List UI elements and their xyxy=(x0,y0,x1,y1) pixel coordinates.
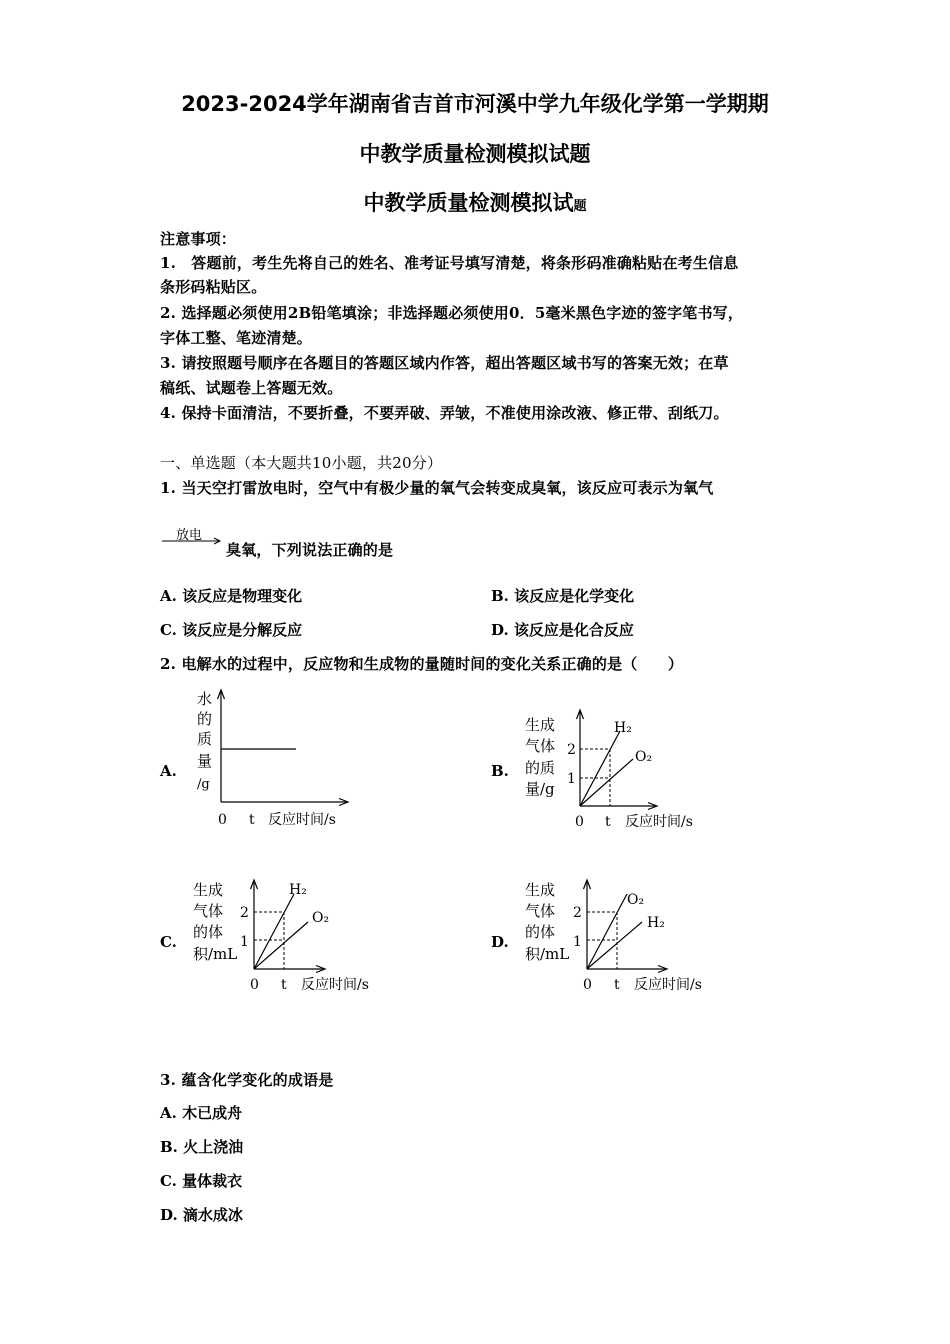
q2-option-a[interactable]: A. xyxy=(160,762,177,780)
graph-b-line-top xyxy=(580,731,620,806)
title-line-1: 2023-2024学年湖南省吉首市河溪中学九年级化学第一学期期 xyxy=(181,92,769,116)
graph-c-label-top: H₂ xyxy=(289,882,307,898)
q1-arrow-label: 放电 xyxy=(176,528,203,543)
q1-option-d[interactable]: D. 该反应是化合反应 xyxy=(491,621,634,639)
graph-d-line-bottom xyxy=(587,922,642,969)
graph-c-label-bottom: O₂ xyxy=(312,910,330,926)
graph-d-ylabel-3: 的体 xyxy=(525,923,556,941)
notice-item-1-line-2: 条形码粘贴区。 xyxy=(160,278,267,296)
notice-heading: 注意事项： xyxy=(160,230,237,248)
graph-b-ylabel-4: 量/g xyxy=(525,780,555,798)
notice-item-3-line-2: 稿纸、试题卷上答题无效。 xyxy=(160,379,343,397)
graph-b-origin: 0 xyxy=(575,814,584,830)
q2-graph-b xyxy=(520,706,720,834)
graph-b-ylabel-1: 生成 xyxy=(525,716,556,734)
section-heading: 一、单选题（本大题共10小题，共20分） xyxy=(160,454,443,472)
graph-a-xlabel: 反应时间/s xyxy=(268,812,336,828)
graph-c-ylabel-2: 气体 xyxy=(193,902,224,920)
graph-a-t: t xyxy=(249,812,255,828)
graph-c-tick-1: 1 xyxy=(240,934,249,950)
q2-stem: 2. 电解水的过程中，反应物和生成物的量随时间的变化关系正确的是（ ） xyxy=(160,655,684,673)
graph-c-tick-2: 2 xyxy=(240,905,249,921)
graph-b-label-bottom: O₂ xyxy=(635,749,653,765)
graph-d-ylabel-1: 生成 xyxy=(525,881,556,899)
graph-b-xlabel: 反应时间/s xyxy=(625,814,693,830)
q2-option-b[interactable]: B. xyxy=(491,762,509,780)
graph-b-tick-2: 2 xyxy=(567,742,576,758)
graph-d-tick-1: 1 xyxy=(573,934,582,950)
notice-item-3-line-1: 3. 请按照题号顺序在各题目的答题区域内作答，超出答题区域书写的答案无效；在草 xyxy=(160,354,729,372)
notice-item-2-line-2: 字体工整、笔迹清楚。 xyxy=(160,329,313,347)
q1-option-c[interactable]: C. 该反应是分解反应 xyxy=(160,621,303,639)
q3-option-a[interactable]: A. 木已成舟 xyxy=(160,1104,243,1122)
q3-option-d[interactable]: D. 滴水成冰 xyxy=(160,1206,243,1224)
graph-a-ylabel-1: 水 xyxy=(197,690,213,708)
notice-item-1-line-1: 1. 答题前，考生先将自己的姓名、准考证号填写清楚，将条形码准确粘贴在考生信息 xyxy=(160,254,739,272)
graph-a-ylabel-4: 量 xyxy=(197,752,213,770)
graph-a-ylabel-2: 的 xyxy=(197,710,213,728)
graph-b-ylabel-2: 气体 xyxy=(525,737,556,755)
graph-c-xlabel: 反应时间/s xyxy=(301,977,369,993)
graph-c-ylabel-3: 的体 xyxy=(193,923,224,941)
graph-d-line-top xyxy=(587,894,627,969)
title-line-2: 中教学质量检测模拟试题 xyxy=(359,142,591,166)
graph-c-line-bottom xyxy=(254,922,308,969)
q2-graph-a xyxy=(188,686,368,834)
q3-option-b[interactable]: B. 火上浇油 xyxy=(160,1138,244,1156)
q1-reaction-arrow xyxy=(160,524,222,548)
q2-option-d[interactable]: D. xyxy=(491,933,509,951)
graph-b-ylabel-3: 的质 xyxy=(525,759,556,777)
graph-d-label-bottom: H₂ xyxy=(647,915,665,931)
title-line-3-main: 中教学质量检测模拟试 xyxy=(363,191,574,215)
title-line-3-small: 题 xyxy=(573,199,587,214)
notice-item-4: 4. 保持卡面清洁，不要折叠，不要弄破、弄皱，不准使用涂改液、修正带、刮纸刀。 xyxy=(160,404,729,422)
graph-b-t: t xyxy=(605,814,611,830)
q1-option-a[interactable]: A. 该反应是物理变化 xyxy=(160,587,303,605)
graph-a-origin: 0 xyxy=(218,812,227,828)
graph-d-label-top: O₂ xyxy=(627,892,645,908)
q2-option-c[interactable]: C. xyxy=(160,933,177,951)
q2-graph-c xyxy=(188,874,388,998)
q3-option-c[interactable]: C. 量体裁衣 xyxy=(160,1172,243,1190)
graph-d-xlabel: 反应时间/s xyxy=(634,977,702,993)
graph-c-origin: 0 xyxy=(250,977,259,993)
graph-c-t: t xyxy=(281,977,287,993)
notice-item-2-line-1: 2. 选择题必须使用2B铅笔填涂；非选择题必须使用0．5毫米黑色字迹的签字笔书写， xyxy=(160,304,744,322)
q1-stem-line-1: 1. 当天空打雷放电时，空气中有极少量的氧气会转变成臭氧，该反应可表示为氧气 xyxy=(160,479,714,497)
graph-d-ylabel-4: 积/mL xyxy=(525,945,570,963)
graph-c-ylabel-1: 生成 xyxy=(193,881,224,899)
graph-a-ylabel-5: /g xyxy=(197,777,210,792)
q1-arrow-icon xyxy=(160,536,222,546)
q1-stem-line-2: 臭氧，下列说法正确的是 xyxy=(226,541,394,559)
graph-b-tick-1: 1 xyxy=(567,771,576,787)
graph-d-origin: 0 xyxy=(583,977,592,993)
title-line-3 xyxy=(0,187,950,217)
graph-a-ylabel-3: 质 xyxy=(197,730,213,748)
q1-option-b[interactable]: B. 该反应是化学变化 xyxy=(491,587,635,605)
q2-graph-d xyxy=(520,874,730,998)
graph-c-ylabel-4: 积/mL xyxy=(193,945,238,963)
graph-d-tick-2: 2 xyxy=(573,905,582,921)
graph-c-line-top xyxy=(254,894,294,969)
q3-stem: 3. 蕴含化学变化的成语是 xyxy=(160,1071,334,1089)
graph-b-label-top: H₂ xyxy=(614,720,632,736)
graph-d-ylabel-2: 气体 xyxy=(525,902,556,920)
graph-d-t: t xyxy=(614,977,620,993)
graph-b-line-bottom xyxy=(580,759,633,806)
